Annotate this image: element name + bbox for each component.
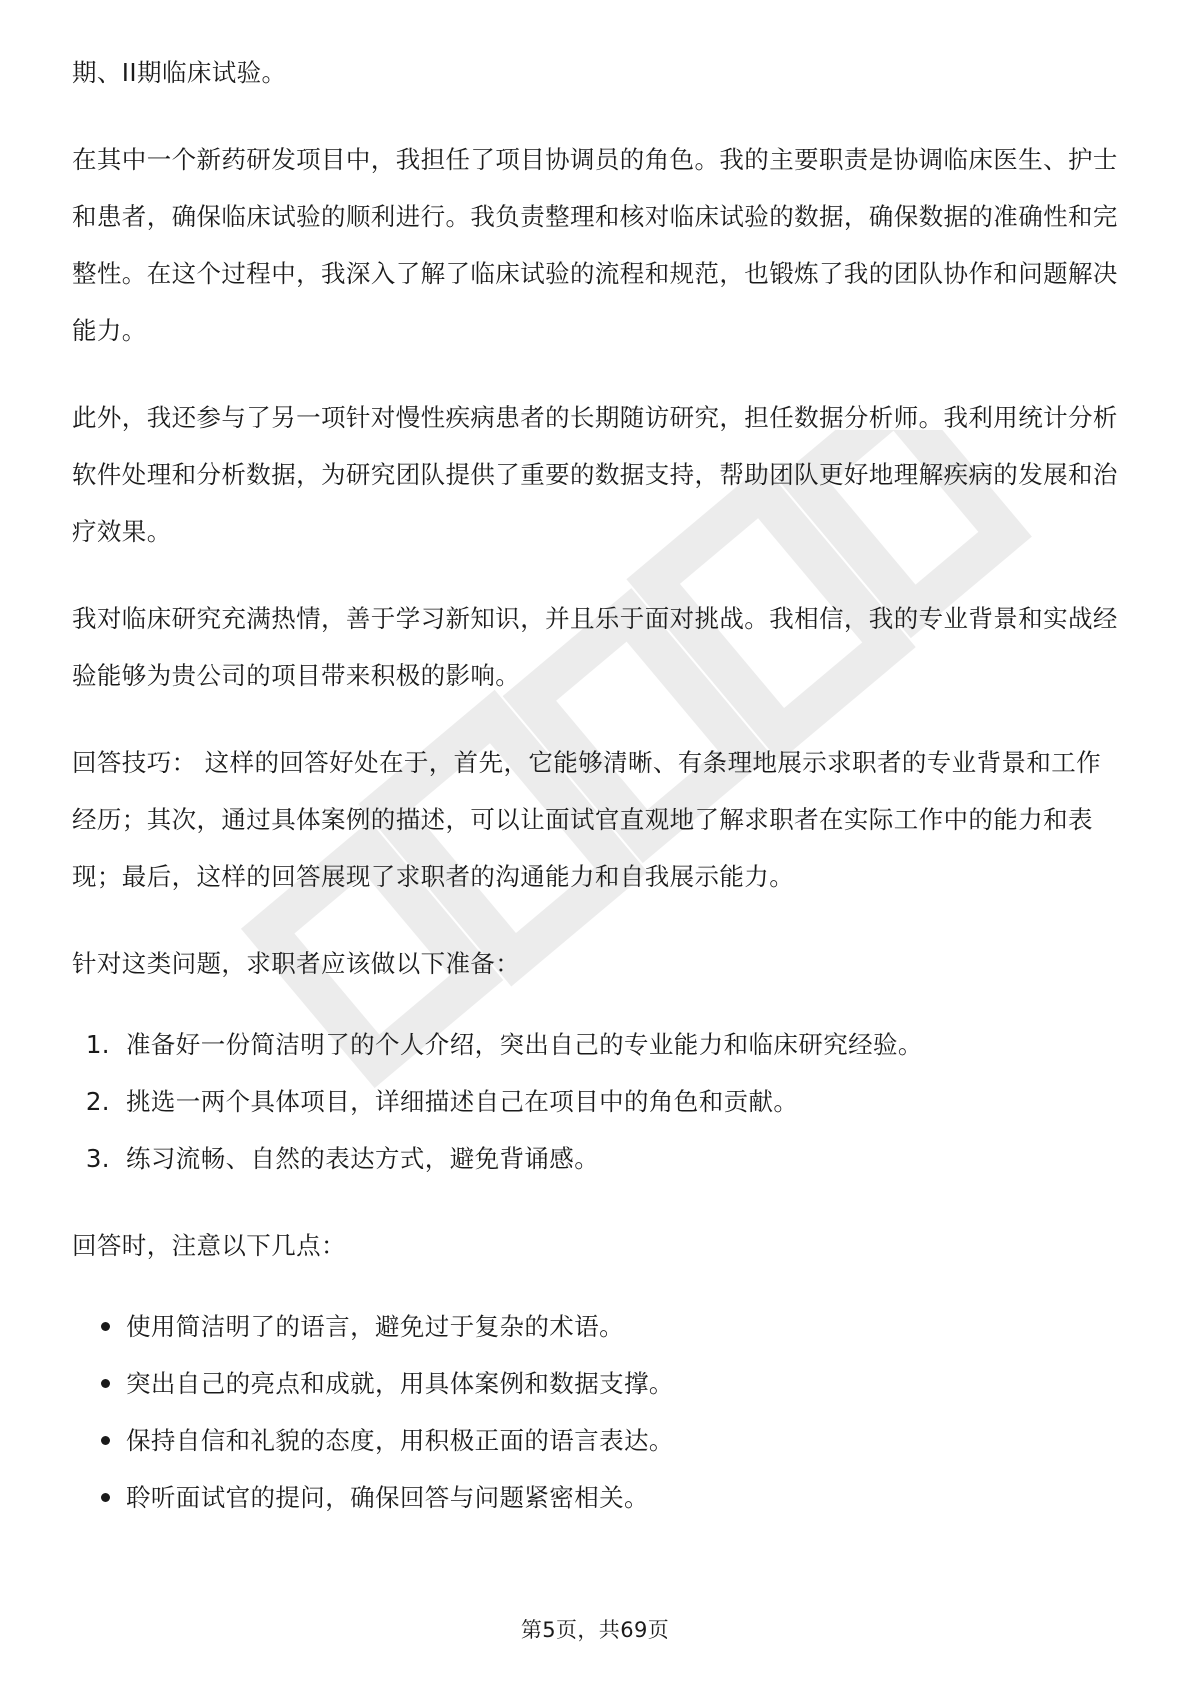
- page-footer: 第5页，共69页: [520, 1618, 670, 1642]
- list-item-text: 准备好一份简洁明了的个人介绍，突出自己的专业能力和临床研究经验。: [126, 1030, 923, 1059]
- paragraph-tips-intro: 回答时，注意以下几点：: [72, 1231, 346, 1260]
- paragraph-preparation-intro: 针对这类问题，求职者应该做以下准备：: [72, 949, 521, 978]
- list-item-text: 聆听面试官的提问，确保回答与问题紧密相关。: [126, 1483, 649, 1512]
- list-item: [72, 1073, 1118, 1130]
- list-item-text: 保持自信和礼貌的态度，用积极正面的语言表达。: [126, 1426, 674, 1455]
- preparation-list: [72, 1016, 1118, 1187]
- paragraph-passion: 我对临床研究充满热情，善于学习新知识，并且乐于面对挑战。我相信，我的专业背景和实战经验能够为贵公司的项目带来积极的影响。: [72, 604, 1118, 690]
- paragraph-project-coordinator: 在其中一个新药研发项目中，我担任了项目协调员的角色。我的主要职责是协调临床医生、护士和患者，确保临床试验的顺利进行。我负责整理和核对临床试验的数据，确保数据的准确性和完整性。在这个过程中，我深入了解了临床试验的流程和规范，也锻炼了我的团队协作和问题解决能力。: [72, 145, 1118, 345]
- list-item: [72, 1355, 1118, 1412]
- bullet-icon: [72, 1469, 126, 1526]
- bullet-icon: [72, 1355, 126, 1412]
- paragraph-data-analyst: 此外，我还参与了另一项针对慢性疾病患者的长期随访研究，担任数据分析师。我利用统计分析软件处理和分析数据，为研究团队提供了重要的数据支持，帮助团队更好地理解疾病的发展和治疗效果。: [72, 403, 1118, 546]
- list-number: 2.: [85, 1087, 110, 1116]
- paragraph-continuation: 期、II期临床试验。: [72, 58, 287, 87]
- list-item-text: 突出自己的亮点和成就，用具体案例和数据支撑。: [126, 1369, 674, 1398]
- list-item-text: 练习流畅、自然的表达方式，避免背诵感。: [126, 1144, 600, 1173]
- document-body: [72, 44, 1118, 1526]
- bullet-icon: [72, 1298, 126, 1355]
- list-item-text: 使用简洁明了的语言，避免过于复杂的术语。: [126, 1312, 624, 1341]
- list-number: 1.: [85, 1030, 110, 1059]
- list-item: [72, 1412, 1118, 1469]
- paragraph-answer-tips: 回答技巧： 这样的回答好处在于，首先，它能够清晰、有条理地展示求职者的专业背景和工作经历；其次，通过具体案例的描述，可以让面试官直观地了解求职者在实际工作中的能力和表现；最后，这样的回答展现了求职者的沟通能力和自我展示能力。: [72, 748, 1102, 891]
- list-item-text: 挑选一两个具体项目，详细描述自己在项目中的角色和贡献。: [126, 1087, 799, 1116]
- tips-list: [72, 1298, 1118, 1526]
- bullet-icon: [72, 1412, 126, 1469]
- list-item: [72, 1298, 1118, 1355]
- list-item: [72, 1469, 1118, 1526]
- list-number: 3.: [85, 1144, 110, 1173]
- list-item: [72, 1130, 1118, 1187]
- list-item: [72, 1016, 1118, 1073]
